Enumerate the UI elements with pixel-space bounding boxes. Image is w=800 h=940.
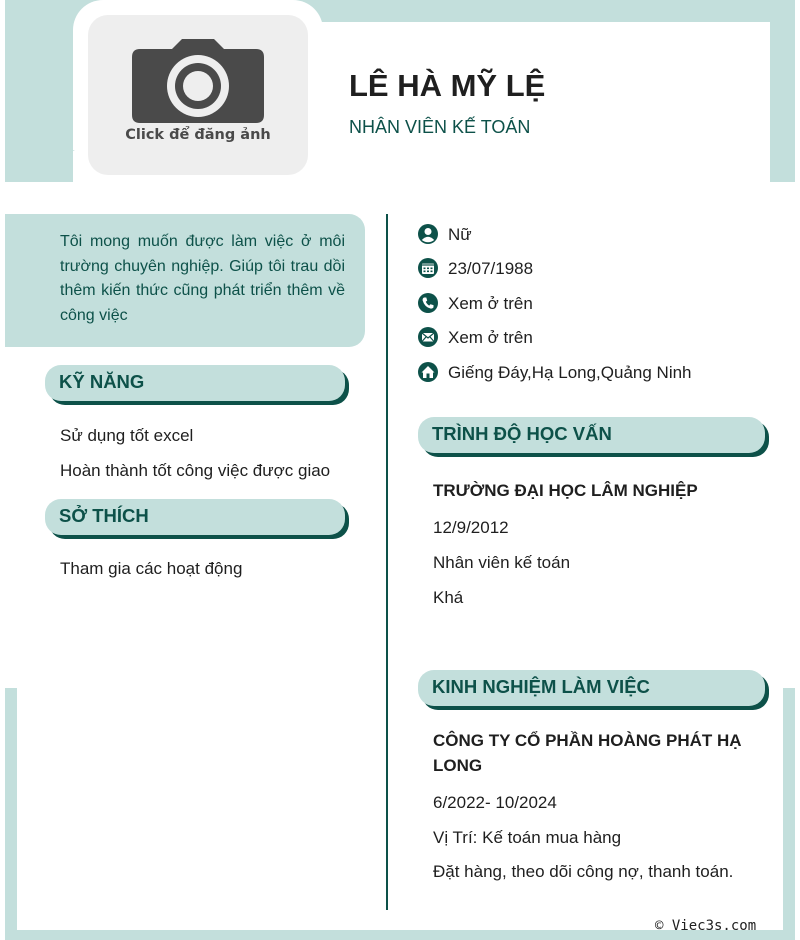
- hobby-item: Tham gia các hoạt động: [60, 559, 243, 578]
- avatar-upload[interactable]: [88, 15, 308, 175]
- avatar-caption: Click để đăng ảnh: [125, 127, 271, 143]
- candidate-name: LÊ HÀ MỸ LỆ: [349, 68, 546, 103]
- job-title: NHÂN VIÊN KẾ TOÁN: [349, 117, 531, 137]
- experience-heading: KINH NGHIỆM LÀM VIỆC: [418, 670, 765, 706]
- header-corner: [5, 150, 75, 182]
- career-objective: [5, 214, 365, 347]
- education-school: TRƯỜNG ĐẠI HỌC LÂM NGHIỆP: [433, 481, 698, 500]
- location-icon: [418, 362, 438, 382]
- phone-icon: [418, 293, 438, 313]
- address-value: Giếng Đáy,Hạ Long,Quảng Ninh: [448, 363, 692, 382]
- calendar-icon: [418, 258, 438, 278]
- experience-position: Vị Trí: Kế toán mua hàng: [433, 828, 622, 847]
- education-date: 12/9/2012: [433, 518, 509, 537]
- gender-value: Nữ: [448, 225, 472, 244]
- experience-company: CÔNG TY CỔ PHẦN HOÀNG PHÁT HẠ: [433, 731, 742, 750]
- phone-value: Xem ở trên: [448, 294, 533, 313]
- user-icon: [418, 224, 438, 244]
- email-value: Xem ở trên: [448, 328, 533, 347]
- objective-text: Tôi mong muốn được làm việc ở môi trường chuyên nghiệp. Giúp tôi trau dồi thêm kiến thức cũng phát triển thêm về công việc: [60, 233, 345, 324]
- hobbies-heading: SỞ THÍCH: [45, 499, 345, 535]
- experience-period: 6/2022- 10/2024: [433, 793, 557, 812]
- copyright-footer: © Viec3s.com: [655, 918, 757, 934]
- birthday-value: 23/07/1988: [448, 259, 534, 278]
- footer-panel: [17, 688, 783, 930]
- education-major: Nhân viên kế toán: [433, 553, 571, 572]
- education-grade: Khá: [433, 588, 464, 607]
- camera-icon: [132, 37, 264, 123]
- skill-item: Hoàn thành tốt công việc được giao: [60, 461, 331, 480]
- skills-heading: KỸ NĂNG: [45, 365, 345, 401]
- education-heading: TRÌNH ĐỘ HỌC VẤN: [418, 417, 765, 453]
- experience-description: Đặt hàng, theo dõi công nợ, thanh toán.: [433, 862, 734, 881]
- skill-item: Sử dụng tốt excel: [60, 426, 194, 445]
- experience-company-cont: LONG: [433, 756, 483, 775]
- column-divider: [386, 214, 388, 910]
- email-icon: [418, 327, 438, 347]
